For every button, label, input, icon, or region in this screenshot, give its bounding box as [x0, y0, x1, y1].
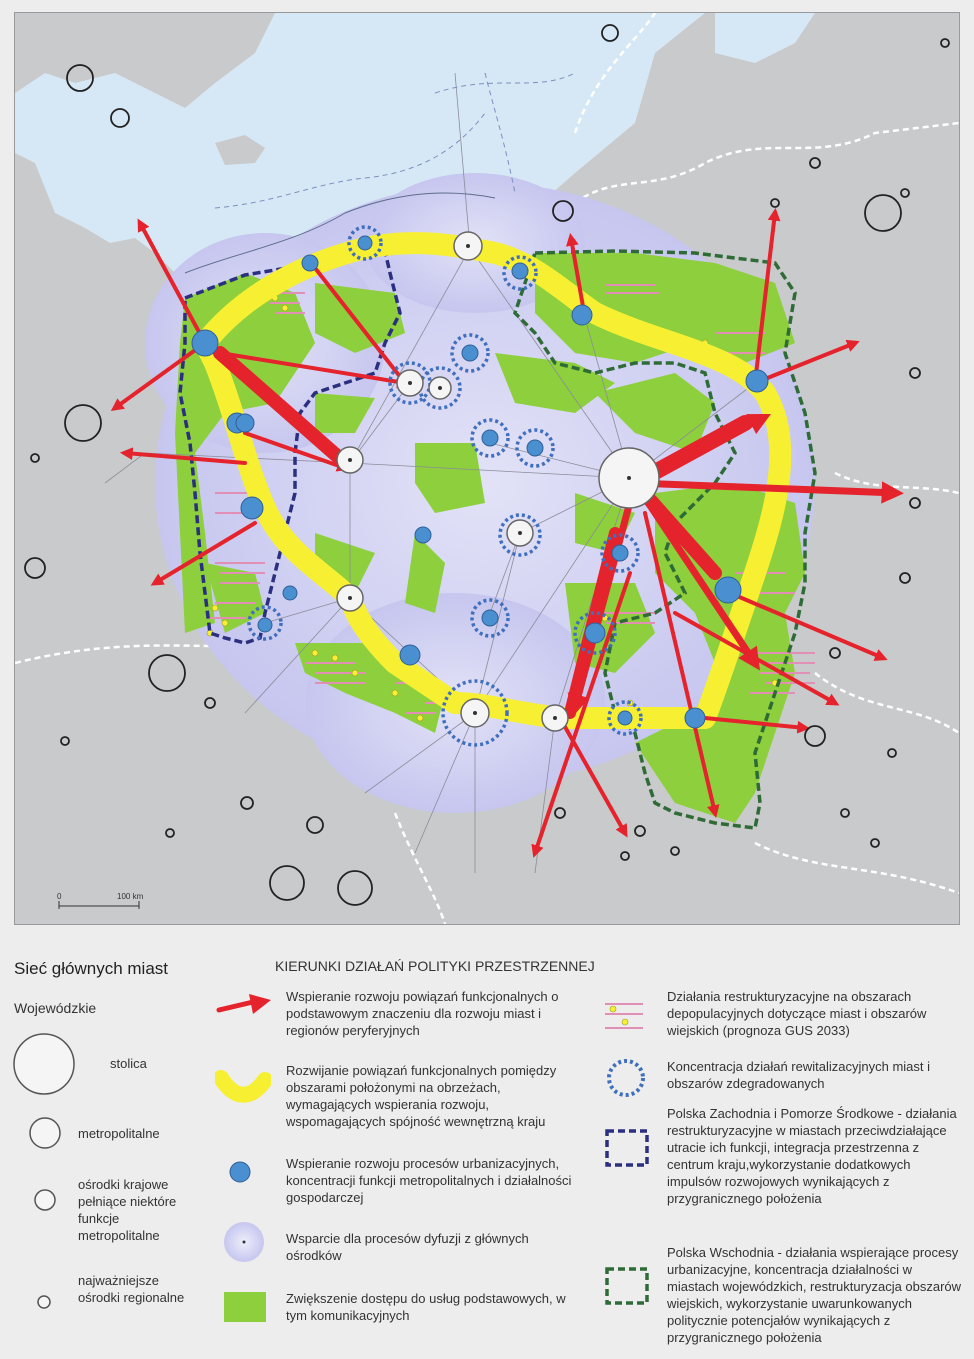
city-type-capital: stolica — [110, 1056, 147, 1071]
basic-services-symbol — [224, 1292, 266, 1322]
policy-title: KIERUNKI DZIAŁAŃ POLITYKI PRZESTRZENNEJ — [275, 958, 595, 974]
policy-urbanisation-text: Wspieranie rozwoju procesów urbanizacyjnych, koncentracji funkcji metropolitalnych i działalności gospodarczej — [286, 1156, 572, 1205]
west-poland-text: Polska Zachodnia i Pomorze Środkowe - działania restrukturyzacyjne w miastach przeciwdziałające utracie ich funkcji, integracja przestrzenna z centrum kraju,wykorzystanie dodatkowych impulsów rozwojowych wynikających z przygranicznego położenia — [667, 1106, 957, 1206]
city-type-regional: najważniejsze ośrodki regionalne — [78, 1273, 185, 1305]
revitalisation-symbol — [606, 1058, 646, 1098]
regional-centre-symbol — [36, 1294, 52, 1310]
east-border-symbol — [604, 1266, 650, 1306]
arrow-symbol — [213, 992, 273, 1018]
cities-title: Sieć głównych miast — [14, 959, 169, 978]
depopulation-symbol — [603, 996, 645, 1040]
national-centre-symbol — [33, 1188, 57, 1212]
city-type-metropolitan: metropolitalne — [78, 1126, 160, 1141]
spatial-policy-map — [14, 12, 960, 925]
policy-corridor-text: Rozwijanie powiązań funkcjonalnych pomiędzy obszarami położonymi na obrzeżach, wymagających wspierania rozwoju, wspomagających spójność wewnętrzną kraju — [286, 1063, 557, 1129]
diffusion-symbol — [222, 1220, 266, 1264]
map-canvas — [15, 13, 959, 924]
metropolitan-symbol — [28, 1116, 62, 1150]
city-type-national: ośrodki krajowe pełniące niektóre funkcje metropolitalne — [78, 1177, 177, 1243]
depopulation-text: Działania restrukturyzacyjne na obszarach depopulacyjnych dotyczące miast i obszarów wiejskich (prognoza GUS 2033) — [667, 989, 927, 1038]
scale-label: 100 km — [117, 892, 144, 901]
corridor-symbol — [215, 1070, 271, 1110]
policy-services-text: Zwiększenie dostępu do usług podstawowych, w tym komunikacyjnych — [286, 1291, 566, 1323]
voivodeship-title: Wojewódzkie — [14, 1000, 97, 1016]
scale-start: 0 — [57, 892, 62, 901]
policy-arrow-text: Wspieranie rozwoju powiązań funkcjonalnych o podstawowym znaczeniu dla rozwoju miast i regionów peryferyjnych — [286, 989, 559, 1038]
growth-pole-symbol — [228, 1160, 252, 1184]
east-poland-text: Polska Wschodnia - działania wspierające procesy urbanizacyjne, koncentracja działalności w miastach wojewódzkich, restrukturyzacja obszarów wiejskich, wykorzystanie uwarunkowanych politycznie potencjałów wynikających z przygranicznego położenia — [667, 1245, 962, 1345]
capital-symbol — [12, 1032, 76, 1096]
policy-diffusion-text: Wsparcie dla procesów dyfuzji z głównych ośrodków — [286, 1231, 529, 1263]
revitalisation-text: Koncentracja działań rewitalizacyjnych miast i obszarów zdegradowanych — [667, 1059, 931, 1091]
west-border-symbol — [604, 1128, 650, 1168]
legend — [0, 930, 974, 1359]
